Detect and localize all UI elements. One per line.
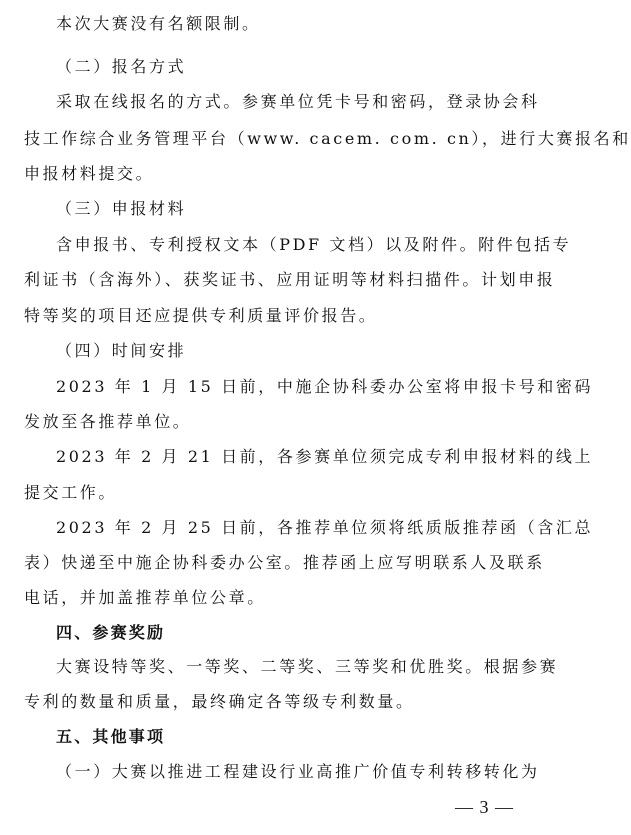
text-line: 技工作综合业务管理平台（www. cacem. com. cn），进行大赛报名和 bbox=[24, 129, 631, 148]
text-line: 表）快递至中施企协科委办公室。推荐函上应写明联系人及联系 bbox=[24, 553, 545, 572]
text-line: 含申报书、专利授权文本（PDF 文档）以及附件。附件包括专 bbox=[56, 235, 572, 254]
text-line: 2023 年 2 月 21 日前，各参赛单位须完成专利申报材料的线上 bbox=[56, 447, 594, 466]
text-line: 本次大赛没有名额限制。 bbox=[56, 14, 261, 33]
text-line: 电话，并加盖推荐单位公章。 bbox=[24, 588, 266, 607]
section-heading: 五、其他事项 bbox=[56, 727, 166, 746]
text-line: 利证书（含海外）、获奖证书、应用证明等材料扫描件。计划申报 bbox=[24, 270, 556, 289]
text-line: 发放至各推荐单位。 bbox=[24, 412, 192, 431]
text-line: 大赛设特等奖、一等奖、二等奖、三等奖和优胜奖。根据参赛 bbox=[56, 657, 559, 676]
text-line: 2023 年 2 月 25 日前，各推荐单位须将纸质版推荐函（含汇总 bbox=[56, 518, 594, 537]
text-line: 专利的数量和质量，最终确定各等级专利数量。 bbox=[24, 692, 415, 711]
text-line: 特等奖的项目还应提供专利质量评价报告。 bbox=[24, 306, 378, 325]
section-heading: 四、参赛奖励 bbox=[56, 623, 166, 642]
text-line: 申报材料提交。 bbox=[24, 164, 155, 183]
text-line: （一）大赛以推进工程建设行业高推广价值专利转移转化为 bbox=[56, 762, 540, 781]
page-number: — 3 — bbox=[455, 797, 514, 817]
text-line: 提交工作。 bbox=[24, 483, 118, 502]
subsection-heading: （二）报名方式 bbox=[56, 57, 187, 76]
subsection-heading: （四）时间安排 bbox=[56, 341, 187, 360]
subsection-heading: （三）申报材料 bbox=[56, 199, 187, 218]
text-line: 采取在线报名的方式。参赛单位凭卡号和密码，登录协会科 bbox=[56, 92, 540, 111]
text-line: 2023 年 1 月 15 日前，中施企协科委办公室将申报卡号和密码 bbox=[56, 377, 594, 396]
